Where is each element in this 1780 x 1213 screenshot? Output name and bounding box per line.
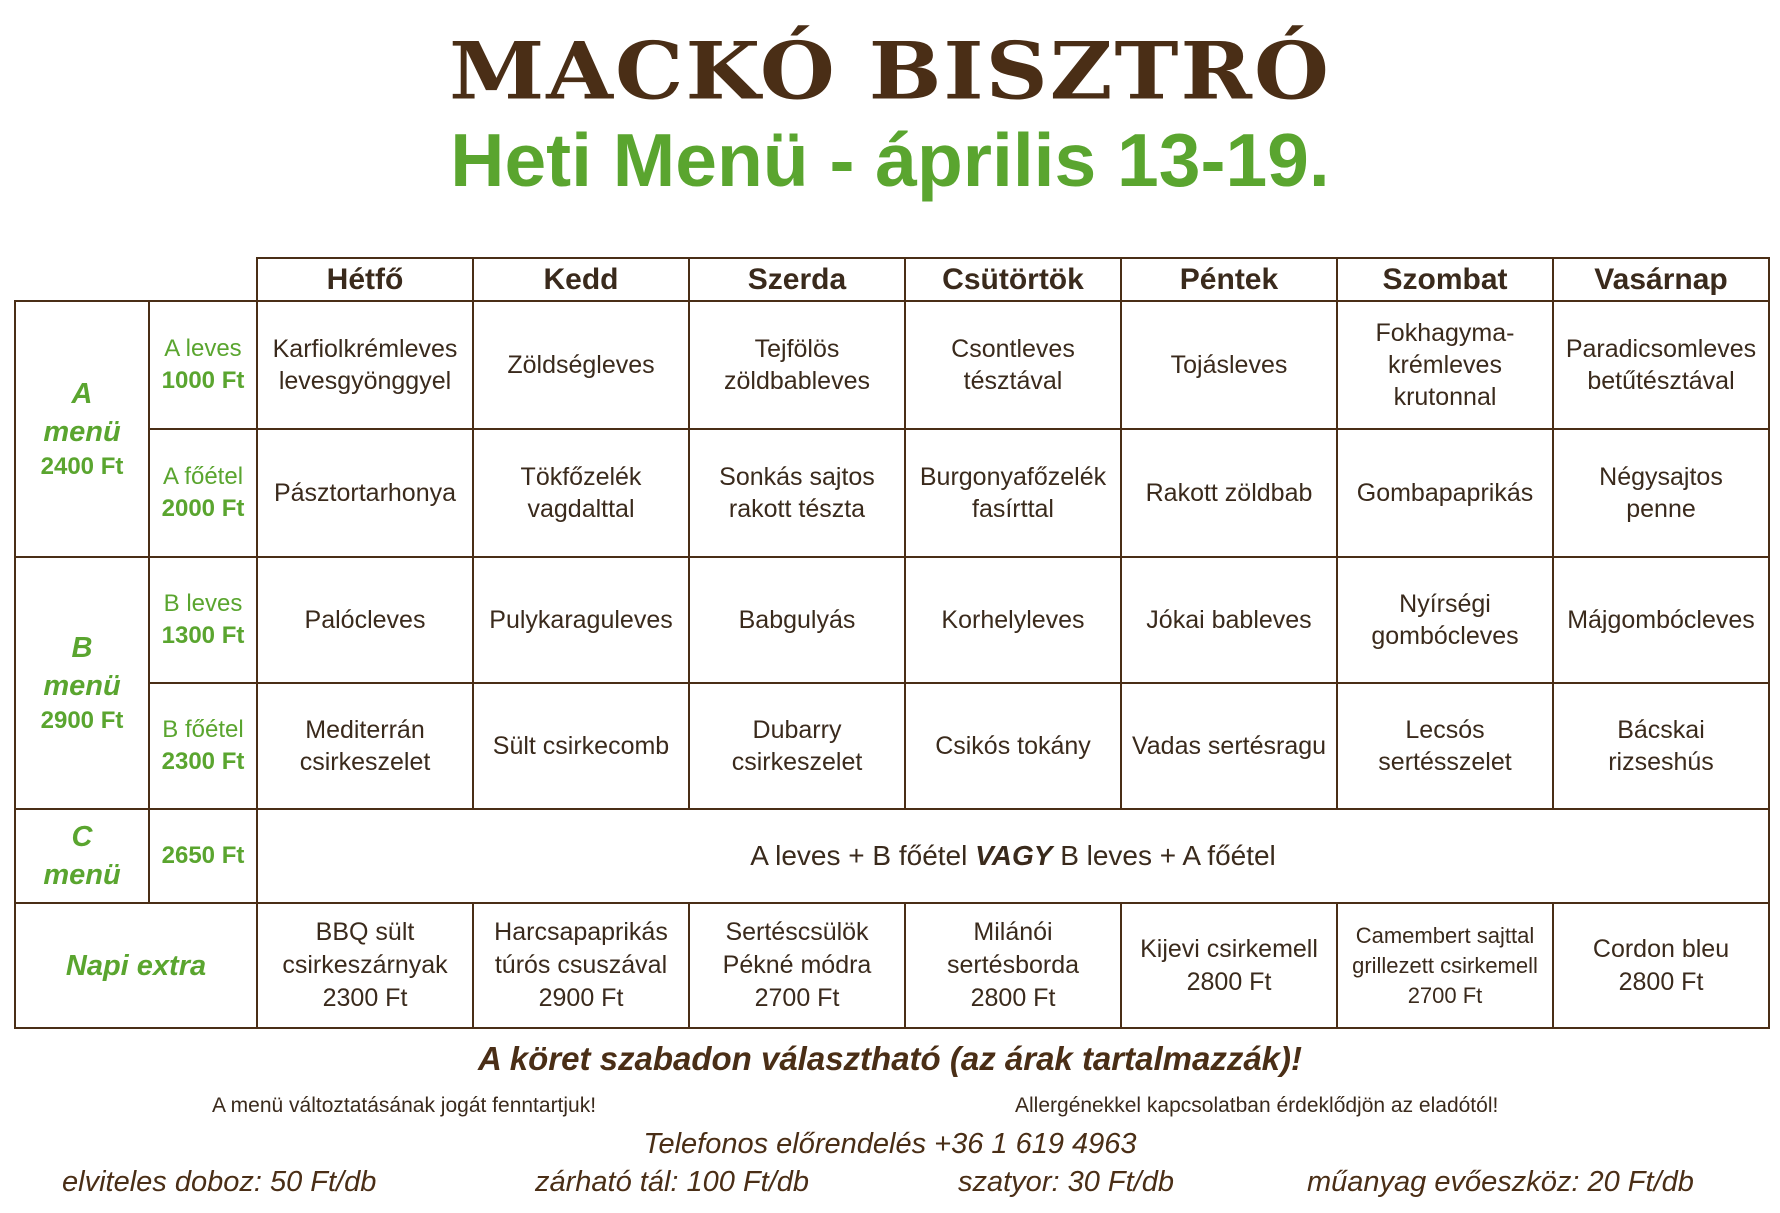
dish-line: tésztával <box>963 367 1063 395</box>
dish-cell <box>689 557 905 683</box>
dish-line: betűtésztával <box>1587 367 1735 395</box>
dish-price: 2900 Ft <box>538 984 624 1012</box>
dish-line: csirkeszárnyak <box>282 951 448 979</box>
dish-line: sertésszelet <box>1378 748 1512 776</box>
dish-cell <box>689 301 905 429</box>
menu-c-combo <box>257 809 1769 903</box>
dish-line: Palócleves <box>304 606 426 634</box>
dish-line: gombócleves <box>1371 622 1519 650</box>
b-soup-row <box>15 557 1769 683</box>
dish-price: 2700 Ft <box>754 984 840 1012</box>
fee-bag: szatyor: 30 Ft/db <box>958 1166 1174 1198</box>
dish-line: BBQ sült <box>315 918 415 946</box>
dish-price: 2300 Ft <box>322 984 408 1012</box>
course-price: 2300 Ft <box>161 748 245 775</box>
menu-a-price: 2400 Ft <box>40 453 124 480</box>
dish-cell <box>905 429 1121 557</box>
dish-line: penne <box>1626 495 1696 523</box>
b-soup-label <box>149 557 257 683</box>
extra-cell <box>473 903 689 1028</box>
dish-line: Zöldségleves <box>507 351 655 379</box>
dish-cell <box>1121 557 1337 683</box>
dish-cell <box>473 429 689 557</box>
dish-line: Milánói <box>973 918 1053 946</box>
allergen-note: Allergénekkel kapcsolatban érdeklődjön az eladótól! <box>1015 1094 1499 1117</box>
dish-line: Camembert sajttal <box>1355 922 1535 948</box>
day-header: Péntek <box>1121 258 1337 301</box>
day-header: Hétfő <box>257 258 473 301</box>
dish-price: 2700 Ft <box>1407 982 1483 1008</box>
day-header-row <box>15 258 1769 301</box>
dish-line: Karfiolkrémleves <box>272 335 458 363</box>
course-price: 1300 Ft <box>161 622 245 649</box>
dish-line: Harcsapaprikás <box>494 918 668 946</box>
dish-line: Burgonyafőzelék <box>919 463 1107 491</box>
dish-cell <box>473 301 689 429</box>
weekly-menu-title: Heti Menü - április 13-19. <box>450 118 1330 202</box>
dish-cell <box>257 557 473 683</box>
dish-cell <box>257 683 473 809</box>
dish-line: Csontleves <box>951 335 1075 363</box>
dish-line: Csikós tokány <box>935 732 1091 760</box>
menu-b-label <box>15 557 149 809</box>
extra-cell <box>905 903 1121 1028</box>
a-soup-label <box>149 301 257 429</box>
dish-line: sertésborda <box>946 951 1080 979</box>
dish-line: Májgombócleves <box>1567 606 1755 634</box>
dish-cell <box>1553 557 1769 683</box>
dish-price: 2800 Ft <box>970 984 1056 1012</box>
course-name: B főétel <box>162 716 244 743</box>
dish-cell <box>1337 429 1553 557</box>
dish-price: 2800 Ft <box>1618 967 1704 996</box>
dish-line: Lecsós <box>1405 716 1485 744</box>
dish-line: Fokhagyma- <box>1375 319 1515 347</box>
dish-line: Négysajtos <box>1599 463 1723 491</box>
menu-b-letter: B <box>71 632 93 664</box>
a-main-row <box>15 429 1769 557</box>
c-menu-row <box>15 809 1769 903</box>
dish-line: Korhelyleves <box>941 606 1085 634</box>
dish-line: Gombapaprikás <box>1356 479 1534 507</box>
extra-cell <box>257 903 473 1028</box>
dish-cell <box>905 301 1121 429</box>
menu-c-word: menü <box>43 859 121 891</box>
extra-cell <box>1121 903 1337 1028</box>
dish-line: Pékné módra <box>722 951 872 979</box>
combo-option-1: A leves + B főétel <box>750 840 968 871</box>
day-header: Szombat <box>1337 258 1553 301</box>
dish-cell <box>1337 301 1553 429</box>
day-header: Szerda <box>689 258 905 301</box>
b-main-row <box>15 683 1769 809</box>
dish-line: Paradicsomleves <box>1565 335 1757 363</box>
b-main-label <box>149 683 257 809</box>
dish-line: Pulykaraguleves <box>489 606 673 634</box>
dish-price: 2800 Ft <box>1186 967 1272 996</box>
extra-cell <box>689 903 905 1028</box>
dish-cell <box>1121 683 1337 809</box>
course-name: B leves <box>163 590 243 617</box>
course-name: A leves <box>164 335 242 362</box>
day-header: Csütörtök <box>905 258 1121 301</box>
dish-line: Vadas sertésragu <box>1131 732 1327 760</box>
dish-cell <box>689 683 905 809</box>
dish-line: fasírttal <box>972 495 1054 523</box>
dish-line: túrós csuszával <box>494 951 668 979</box>
dish-line: Nyírségi <box>1399 590 1491 618</box>
daily-extra-row <box>15 903 1769 1028</box>
dish-cell <box>257 301 473 429</box>
dish-line: Sertéscsülök <box>725 918 869 946</box>
weekly-menu-table <box>14 257 1770 1029</box>
dish-cell <box>257 429 473 557</box>
dish-cell <box>1337 683 1553 809</box>
side-dish-note: A köret szabadon választható (az árak tartalmazzák)! <box>477 1040 1303 1077</box>
dish-line: Bácskai <box>1617 716 1705 744</box>
dish-line: Tejfölös <box>754 335 840 363</box>
a-main-label <box>149 429 257 557</box>
dish-line: krémleves <box>1388 351 1502 379</box>
extra-cell <box>1553 903 1769 1028</box>
dish-cell <box>1337 557 1553 683</box>
dish-cell <box>473 557 689 683</box>
menu-c-label <box>15 809 149 903</box>
dish-line: rakott tészta <box>728 495 866 523</box>
dish-line: Babgulyás <box>738 606 856 634</box>
fee-plastic-cutlery: műanyag evőeszköz: 20 Ft/db <box>1307 1166 1694 1198</box>
menu-b-price: 2900 Ft <box>40 707 124 734</box>
dish-cell <box>689 429 905 557</box>
day-header: Kedd <box>473 258 689 301</box>
phone-preorder: Telefonos előrendelés +36 1 619 4963 <box>643 1128 1137 1160</box>
menu-a-word: menü <box>43 416 121 448</box>
dish-line: Pásztortarhonya <box>273 479 457 507</box>
dish-cell <box>1553 429 1769 557</box>
menu-b-word: menü <box>43 670 121 702</box>
dish-line: rizseshús <box>1608 748 1714 776</box>
dish-cell <box>905 557 1121 683</box>
dish-line: krutonnal <box>1393 383 1497 411</box>
dish-line: Rakott zöldbab <box>1145 479 1313 507</box>
dish-cell <box>1121 429 1337 557</box>
menu-c-letter: C <box>71 821 93 853</box>
menu-a-letter: A <box>71 378 93 410</box>
dish-line: vagdalttal <box>527 495 635 523</box>
course-name: A főétel <box>162 463 244 490</box>
dish-cell <box>1553 683 1769 809</box>
restaurant-name: MACKÓ BISZTRÓ <box>449 25 1331 118</box>
dish-line: Mediterrán <box>305 716 425 744</box>
dish-line: Jókai bableves <box>1146 606 1312 634</box>
dish-line: Sonkás sajtos <box>719 463 875 491</box>
fee-takeaway-box: elviteles doboz: 50 Ft/db <box>62 1166 377 1198</box>
dish-line: Dubarry <box>752 716 842 744</box>
menu-c-price: 2650 Ft <box>149 809 257 903</box>
dish-cell <box>905 683 1121 809</box>
dish-line: Kijevi csirkemell <box>1140 934 1318 963</box>
combo-or: VAGY <box>975 840 1053 871</box>
corner-cell <box>15 258 257 301</box>
dish-line: levesgyönggyel <box>278 367 452 395</box>
course-price: 1000 Ft <box>161 367 245 394</box>
dish-line: Tökfőzelék <box>520 463 642 491</box>
dish-line: csirkeszelet <box>731 748 863 776</box>
dish-cell <box>1553 301 1769 429</box>
combo-option-2: B leves + A főétel <box>1060 840 1276 871</box>
change-rights-note: A menü változtatásának jogát fenntartjuk! <box>212 1094 597 1117</box>
menu-a-label <box>15 301 149 557</box>
daily-extra-label: Napi extra <box>15 903 257 1028</box>
fee-lidded-dish: zárható tál: 100 Ft/db <box>535 1166 810 1198</box>
dish-line: Tojásleves <box>1170 351 1288 379</box>
dish-line: zöldbableves <box>724 367 870 395</box>
dish-cell <box>1121 301 1337 429</box>
dish-cell <box>473 683 689 809</box>
dish-line: grillezett csirkemell <box>1352 952 1538 978</box>
dish-line: csirkeszelet <box>299 748 431 776</box>
extra-cell <box>1337 903 1553 1028</box>
day-header: Vasárnap <box>1553 258 1769 301</box>
a-soup-row <box>15 301 1769 429</box>
dish-line: Sült csirkecomb <box>492 732 670 760</box>
dish-line: Cordon bleu <box>1592 934 1730 963</box>
course-price: 2000 Ft <box>161 495 245 522</box>
